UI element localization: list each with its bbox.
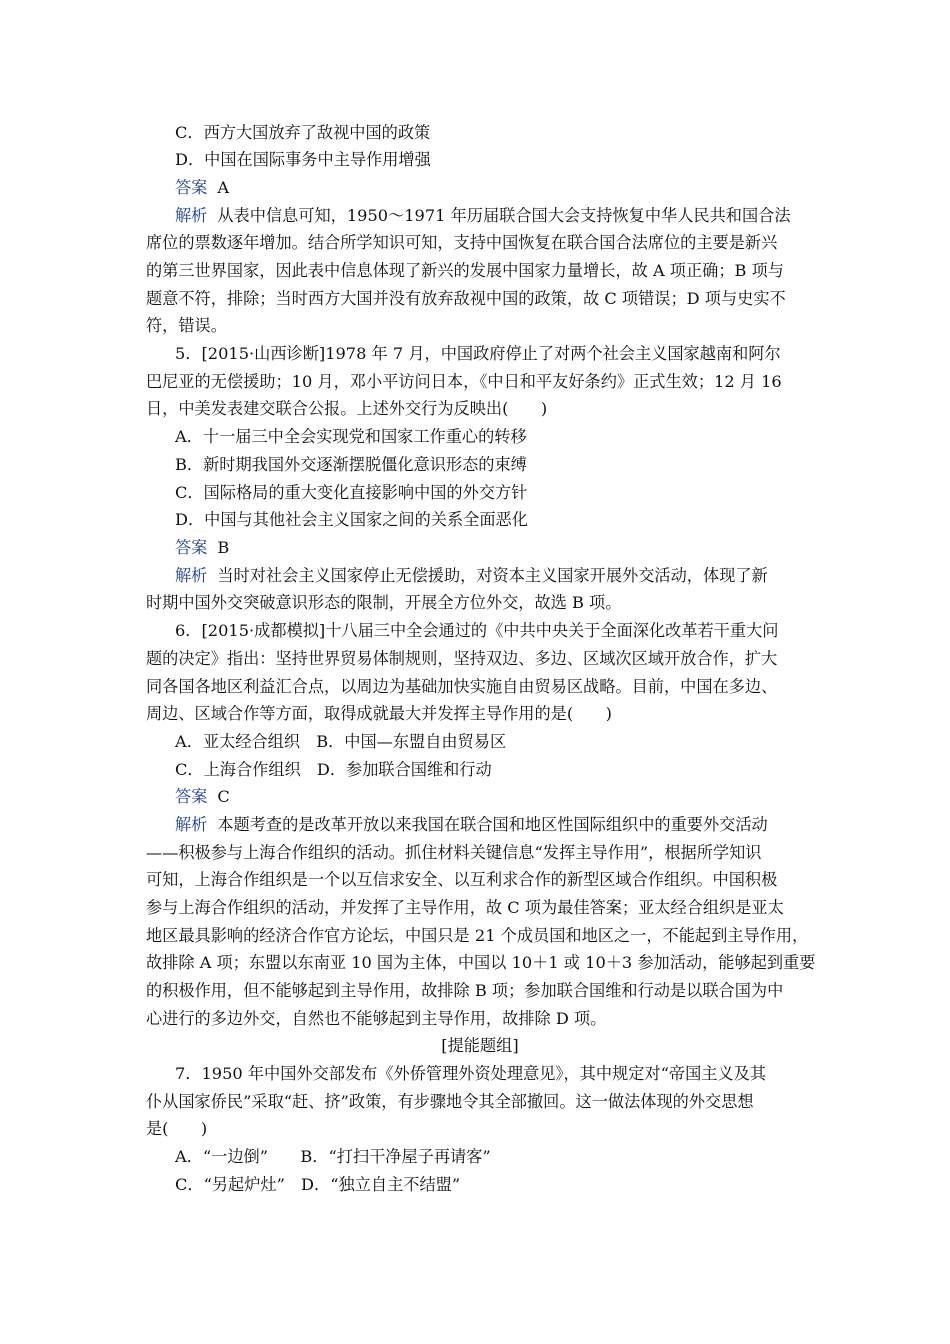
analysis-q6-line1: 解析 本题考查的是改革开放以来我国在联合国和地区性国际组织中的重要外交活动 <box>175 815 768 834</box>
question-6-line2: 题的决定》指出：坚持世界贸易体制规则，坚持双边、多边、区域次区域开放合作，扩大 <box>146 649 778 668</box>
options-ab-q7: A．“一边倒” B．“打扫干净屋子再请客” <box>175 1147 491 1166</box>
analysis-label: 解析 <box>175 566 208 585</box>
analysis-q6-line3: 可知，上海合作组织是一个以互信求安全、以互利求合作的新型区域合作组织。中国积极 <box>146 870 778 889</box>
analysis-label: 解析 <box>175 206 208 225</box>
answer-label: 答案 <box>175 178 208 197</box>
analysis-label: 解析 <box>175 815 208 834</box>
analysis-q4-line1: 解析 从表中信息可知，1950～1971 年历届联合国大会支持恢复中华人民共和国合法 <box>175 206 791 225</box>
options-ab-q6: A．亚太经合组织 B．中国—东盟自由贸易区 <box>175 732 507 751</box>
analysis-q6-line7: 的积极作用，但不能够起到主导作用，故排除 B 项；参加联合国维和行动是以联合国为中 <box>146 981 784 1000</box>
option-d-q4: D．中国在国际事务中主导作用增强 <box>175 150 431 169</box>
question-5-line3: 日，中美发表建交联合公报。上述外交行为反映出( ) <box>146 399 548 418</box>
answer-q6: 答案 C <box>175 787 230 806</box>
analysis-q6-line4: 参与上海合作组织的活动，并发挥了主导作用，故 C 项为最佳答案；亚太经合组织是亚太 <box>146 898 784 917</box>
analysis-q6-line5: 地区最具影响的经济合作官方论坛，中国只是 21 个成员国和地区之一，不能起到主导作用， <box>146 926 809 945</box>
answer-label: 答案 <box>175 538 208 557</box>
question-5-line2: 巴尼亚的无偿援助；10 月，邓小平访问日本，《中日和平友好条约》正式生效；12 月 16 <box>146 372 782 391</box>
options-cd-q6: C．上海合作组织 D．参加联合国维和行动 <box>175 760 492 779</box>
question-6-line4: 周边、区域合作等方面，取得成就最大并发挥主导作用的是( ) <box>146 704 612 723</box>
analysis-q5-line1: 解析 当时对社会主义国家停止无偿援助，对资本主义国家开展外交活动，体现了新 <box>175 566 768 585</box>
option-a-q5: A．十一届三中全会实现党和国家工作重心的转移 <box>175 427 527 446</box>
options-cd-q7: C．“另起炉灶” D．“独立自主不结盟” <box>175 1175 461 1194</box>
analysis-q6-line8: 心进行的多边外交，自然也不能够起到主导作用，故排除 D 项。 <box>146 1009 607 1028</box>
analysis-q5-line2: 时期中国外交突破意识形态的限制，开展全方位外交，故选 B 项。 <box>146 593 622 612</box>
section-heading: [提能题组] <box>441 1036 519 1055</box>
question-5-line1: 5．[2015·山西诊断]1978 年 7 月，中国政府停止了对两个社会主义国家越南和阿尔 <box>175 344 781 363</box>
analysis-q4-line4: 题意不符，排除；当时西方大国并没有放弃敌视中国的政策，故 C 项错误；D 项与史实不 <box>146 289 786 308</box>
question-6-line3: 同各国各地区利益汇合点，以周边为基础加快实施自由贸易区战略。目前，中国在多边、 <box>146 677 778 696</box>
option-d-q5: D．中国与其他社会主义国家之间的关系全面恶化 <box>175 510 528 529</box>
question-6-line1: 6．[2015·成都模拟]十八届三中全会通过的《中共中央关于全面深化改革若干重大问 <box>175 621 779 640</box>
question-7-line1: 7．1950 年中国外交部发布《外侨管理外资处理意见》，其中规定对“帝国主义及其 <box>175 1064 767 1083</box>
answer-q5: 答案 B <box>175 538 230 557</box>
analysis-q6-line6: 故排除 A 项；东盟以东南亚 10 国为主体，中国以 10＋1 或 10＋3 参加活动，能够起到重要 <box>146 953 816 972</box>
option-c-q4: C．西方大国放弃了敌视中国的政策 <box>175 123 431 142</box>
answer-q4: 答案 A <box>175 178 230 197</box>
question-7-line3: 是( ) <box>146 1119 208 1138</box>
option-c-q5: C．国际格局的重大变化直接影响中国的外交方针 <box>175 483 528 502</box>
analysis-q4-line2: 席位的票数逐年增加。结合所学知识可知，支持中国恢复在联合国合法席位的主要是新兴 <box>146 233 778 252</box>
answer-label: 答案 <box>175 787 208 806</box>
question-7-line2: 仆从国家侨民”采取“赶、挤”政策，有步骤地令其全部撤回。这一做法体现的外交思想 <box>146 1092 754 1111</box>
analysis-q4-line5: 符，错误。 <box>146 316 227 335</box>
analysis-q4-line3: 的第三世界国家，因此表中信息体现了新兴的发展中国家力量增长，故 A 项正确；B 项与 <box>146 261 784 280</box>
option-b-q5: B．新时期我国外交逐渐摆脱僵化意识形态的束缚 <box>175 455 527 474</box>
analysis-q6-line2: ——积极参与上海合作组织的活动。抓住材料关键信息“发挥主导作用”，根据所学知识 <box>146 843 762 862</box>
